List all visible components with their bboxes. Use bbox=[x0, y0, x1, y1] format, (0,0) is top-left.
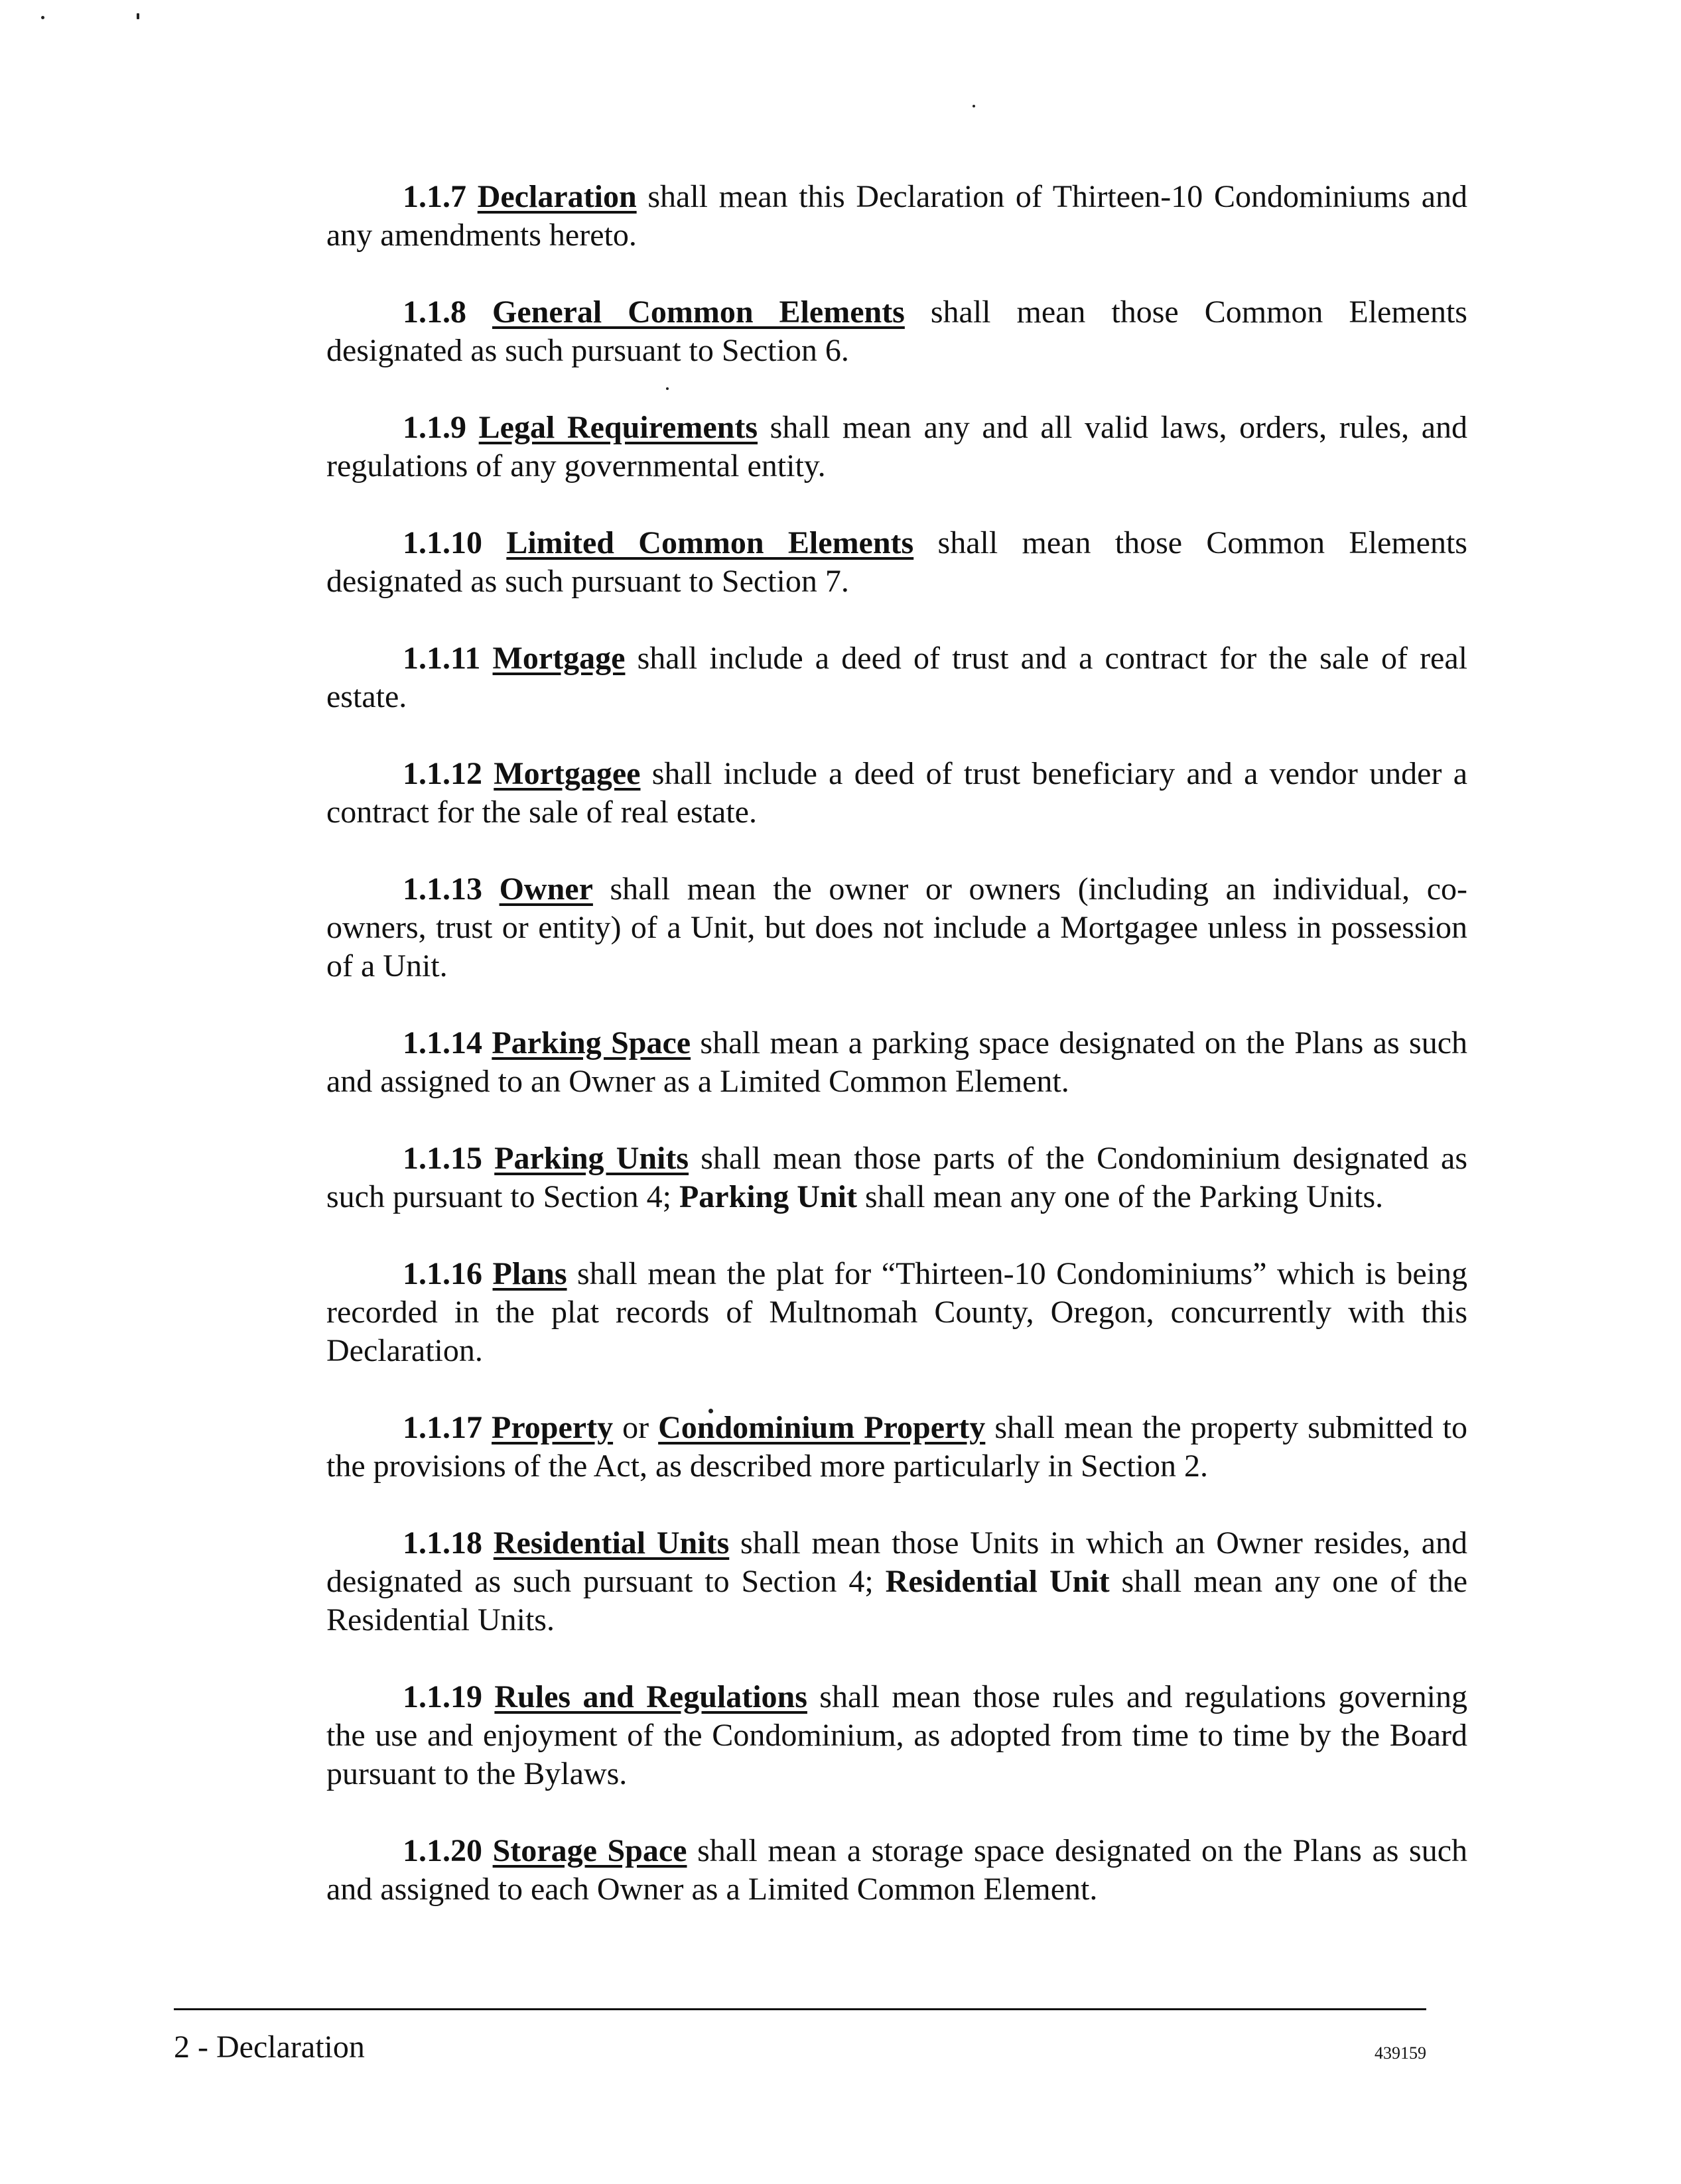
definition-1-1-13 bbox=[326, 870, 1467, 986]
definition-number: 1.1.16 bbox=[403, 1256, 482, 1291]
defined-term: Owner bbox=[499, 871, 593, 907]
definitions-list bbox=[326, 178, 1467, 1947]
definition-text: shall mean a parking space designated on the Plans as such and assigned to an Owner as a Limited Common Element. bbox=[326, 1025, 1468, 1099]
definition-number: 1.1.11 bbox=[403, 641, 481, 676]
definition-1-1-20 bbox=[326, 1832, 1467, 1909]
defined-term: General Common Elements bbox=[492, 294, 905, 330]
definition-text: shall mean this Declaration of Thirteen-10 Condominiums and any amendments hereto. bbox=[326, 179, 1468, 253]
definition-text: shall mean the property submitted to the provisions of the Act, as described more particularly in Section 2. bbox=[326, 1410, 1467, 1484]
scan-speck bbox=[973, 105, 975, 107]
defined-term: Property bbox=[492, 1410, 614, 1445]
definition-text: shall mean any and all valid laws, orders, rules, and regulations of any governmental entity. bbox=[326, 410, 1468, 483]
definition-number: 1.1.13 bbox=[403, 871, 482, 907]
definition-1-1-7 bbox=[326, 178, 1467, 255]
definition-text: shall mean those Common Elements designated as such pursuant to Section 6. bbox=[326, 294, 1467, 368]
defined-term: Mortgage bbox=[492, 641, 626, 676]
definition-number: 1.1.14 bbox=[403, 1025, 482, 1060]
definition-text: shall mean those Units in which an Owner resides, and designated as such pursuant to Section 4; bbox=[326, 1525, 1468, 1599]
definition-number: 1.1.19 bbox=[403, 1679, 482, 1714]
defined-term: Parking Space bbox=[492, 1025, 691, 1060]
definition-text-continued: shall mean any one of the Parking Units. bbox=[856, 1179, 1384, 1214]
defined-term: Rules and Regulations bbox=[494, 1679, 807, 1714]
definition-number: 1.1.10 bbox=[403, 525, 482, 560]
defined-term-alternate: Condominium Property bbox=[658, 1410, 986, 1445]
definition-number: 1.1.7 bbox=[403, 179, 466, 214]
footer-document-number: 439159 bbox=[1375, 2043, 1426, 2063]
footer-page-label: 2 - Declaration bbox=[174, 2029, 365, 2065]
scan-speck bbox=[41, 16, 44, 19]
secondary-term: Residential Unit bbox=[885, 1564, 1110, 1599]
definition-text: shall mean the owner or owners (including an individual, co-owners, trust or entity) of a Unit, but does not include a Mortgagee unless in possession of a Unit. bbox=[326, 871, 1467, 984]
definition-1-1-11 bbox=[326, 639, 1467, 716]
definition-1-1-9 bbox=[326, 409, 1467, 485]
definition-number: 1.1.18 bbox=[403, 1525, 482, 1561]
definition-number: 1.1.17 bbox=[403, 1410, 482, 1445]
defined-term: Residential Units bbox=[493, 1525, 730, 1561]
definition-1-1-19 bbox=[326, 1678, 1467, 1793]
definition-number: 1.1.9 bbox=[403, 410, 466, 445]
definition-1-1-18 bbox=[326, 1524, 1467, 1639]
definition-number: 1.1.20 bbox=[403, 1833, 482, 1868]
definition-number: 1.1.15 bbox=[403, 1141, 482, 1176]
definition-text: shall mean the plat for “Thirteen-10 Condominiums” which is being recorded in the plat records of Multnomah County, Oregon, concurrently with this Declaration. bbox=[326, 1256, 1467, 1368]
definition-1-1-12 bbox=[326, 755, 1467, 832]
definition-1-1-16 bbox=[326, 1255, 1467, 1370]
definition-number: 1.1.12 bbox=[403, 756, 482, 791]
definition-text: shall include a deed of trust beneficiary and a vendor under a contract for the sale of real estate. bbox=[326, 756, 1468, 830]
definition-1-1-10 bbox=[326, 524, 1467, 601]
definition-text-continued: shall mean any one of the Residential Units. bbox=[326, 1564, 1468, 1638]
footer-divider bbox=[174, 2008, 1426, 2010]
scan-speck bbox=[137, 13, 139, 19]
definition-text: shall mean a storage space designated on the Plans as such and assigned to each Owner as a Limited Common Element. bbox=[326, 1833, 1468, 1907]
definition-1-1-8 bbox=[326, 293, 1467, 370]
defined-term: Plans bbox=[492, 1256, 567, 1291]
definition-text: shall mean those parts of the Condominium designated as such pursuant to Section 4; bbox=[326, 1141, 1468, 1214]
definition-text: shall include a deed of trust and a contract for the sale of real estate. bbox=[326, 641, 1468, 714]
defined-term: Parking Units bbox=[494, 1141, 689, 1176]
secondary-term: Parking Unit bbox=[679, 1179, 857, 1214]
defined-term: Storage Space bbox=[492, 1833, 687, 1868]
definition-1-1-17 bbox=[326, 1409, 1467, 1486]
defined-term: Legal Requirements bbox=[478, 410, 758, 445]
definition-text: shall mean those rules and regulations governing the use and enjoyment of the Condominium, as adopted from time to time by the Board pursuant to the Bylaws. bbox=[326, 1679, 1468, 1791]
definition-1-1-14 bbox=[326, 1024, 1467, 1101]
defined-term: Mortgagee bbox=[494, 756, 641, 791]
definition-number: 1.1.8 bbox=[403, 294, 466, 330]
definition-text: shall mean those Common Elements designated as such pursuant to Section 7. bbox=[326, 525, 1467, 599]
definition-1-1-15 bbox=[326, 1139, 1467, 1216]
connector-text: or bbox=[613, 1410, 659, 1445]
defined-term: Declaration bbox=[477, 179, 637, 214]
defined-term: Limited Common Elements bbox=[506, 525, 914, 560]
